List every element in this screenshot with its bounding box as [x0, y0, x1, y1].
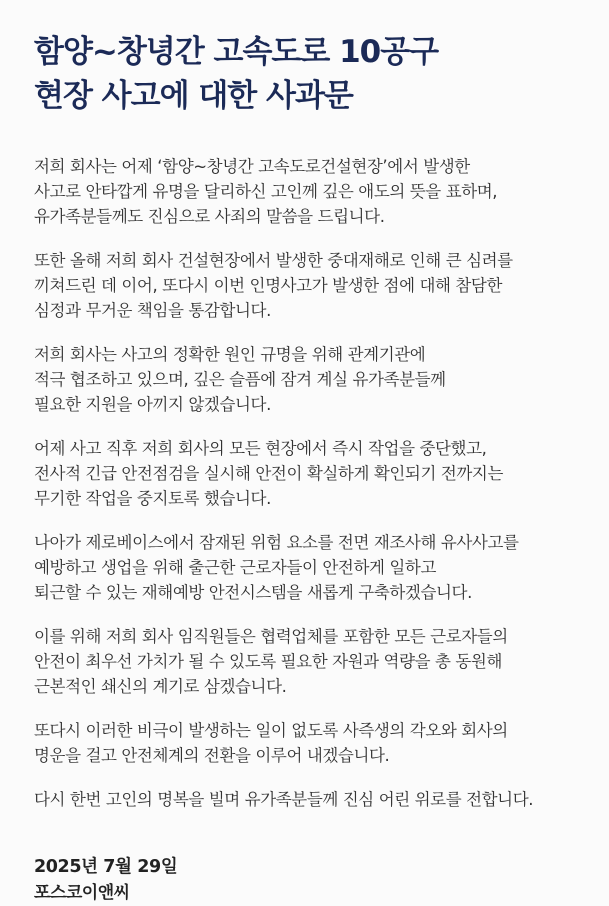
document-body	[34, 154, 575, 812]
paragraph-line: 나아가 제로베이스에서 잠재된 위험 요소를 전면 재조사해 유사사고를	[34, 533, 519, 552]
title-line: 함양~창녕간 고속도로 10공구	[34, 34, 439, 70]
paragraph-line: 예방하고 생업을 위해 출근한 근로자들이 안전하게 일하고	[34, 558, 437, 577]
paragraph	[34, 342, 575, 417]
paragraph-line: 또한 올해 저희 회사 건설현장에서 발생한 중대재해로 인해 큰 심려를	[34, 251, 513, 270]
title-line: 현장 사고에 대한 사과문	[34, 78, 353, 114]
paragraph	[34, 787, 575, 812]
paragraph-line: 적극 협조하고 있으며, 깊은 슬픔에 잠겨 계실 유가족분들께	[34, 370, 446, 389]
paragraph-line: 또다시 이러한 비극이 발생하는 일이 없도록 사즉생의 각오와 회사의	[34, 721, 508, 740]
paragraph-line: 이를 위해 저희 회사 임직원들은 협력업체를 포함한 모든 근로자들의	[34, 627, 508, 646]
signature-block	[34, 854, 575, 906]
paragraph	[34, 718, 575, 768]
paragraph-line: 근본적인 쇄신의 계기로 삼겠습니다.	[34, 677, 287, 696]
paragraph	[34, 624, 575, 699]
paragraph	[34, 436, 575, 511]
paragraph-line: 저희 회사는 어제 ‘함양~창녕간 고속도로건설현장’에서 발생한	[34, 157, 470, 176]
paragraph-line: 전사적 긴급 안전점검을 실시해 안전이 확실하게 확인되기 전까지는	[34, 464, 504, 483]
paragraph-line: 다시 한번 고인의 명복을 빌며 유가족분들께 진심 어린 위로를 전합니다.	[34, 790, 534, 809]
paragraph-line: 끼쳐드린 데 이어, 또다시 이번 인명사고가 발생한 점에 대해 참담한	[34, 276, 503, 295]
signature-date: 2025년 7월 29일	[34, 857, 178, 877]
paragraph-line: 저희 회사는 사고의 정확한 원인 규명을 위해 관계기관에	[34, 345, 426, 364]
paragraph	[34, 530, 575, 605]
page-title	[34, 30, 575, 118]
paragraph-line: 어제 사고 직후 저희 회사의 모든 현장에서 즉시 작업을 중단했고,	[34, 439, 487, 458]
paragraph-line: 심정과 무거운 책임을 통감합니다.	[34, 301, 271, 320]
paragraph-line: 유가족분들께도 진심으로 사죄의 말씀을 드립니다.	[34, 207, 385, 226]
paragraph	[34, 154, 575, 229]
paragraph-line: 명운을 걸고 안전체계의 전환을 이루어 내겠습니다.	[34, 746, 390, 765]
paragraph-line: 무기한 작업을 중지토록 했습니다.	[34, 489, 271, 508]
paragraph-line: 안전이 최우선 가치가 될 수 있도록 필요한 자원과 역량을 총 동원해	[34, 652, 503, 671]
paragraph	[34, 248, 575, 323]
paragraph-line: 필요한 지원을 아끼지 않겠습니다.	[34, 395, 271, 414]
paragraph-line: 사고로 안타깝게 유명을 달리하신 고인께 깊은 애도의 뜻을 표하며,	[34, 182, 498, 201]
company-name: 포스코이앤씨	[34, 883, 130, 903]
paragraph-line: 퇴근할 수 있는 재해예방 안전시스템을 새롭게 구축하겠습니다.	[34, 583, 472, 602]
